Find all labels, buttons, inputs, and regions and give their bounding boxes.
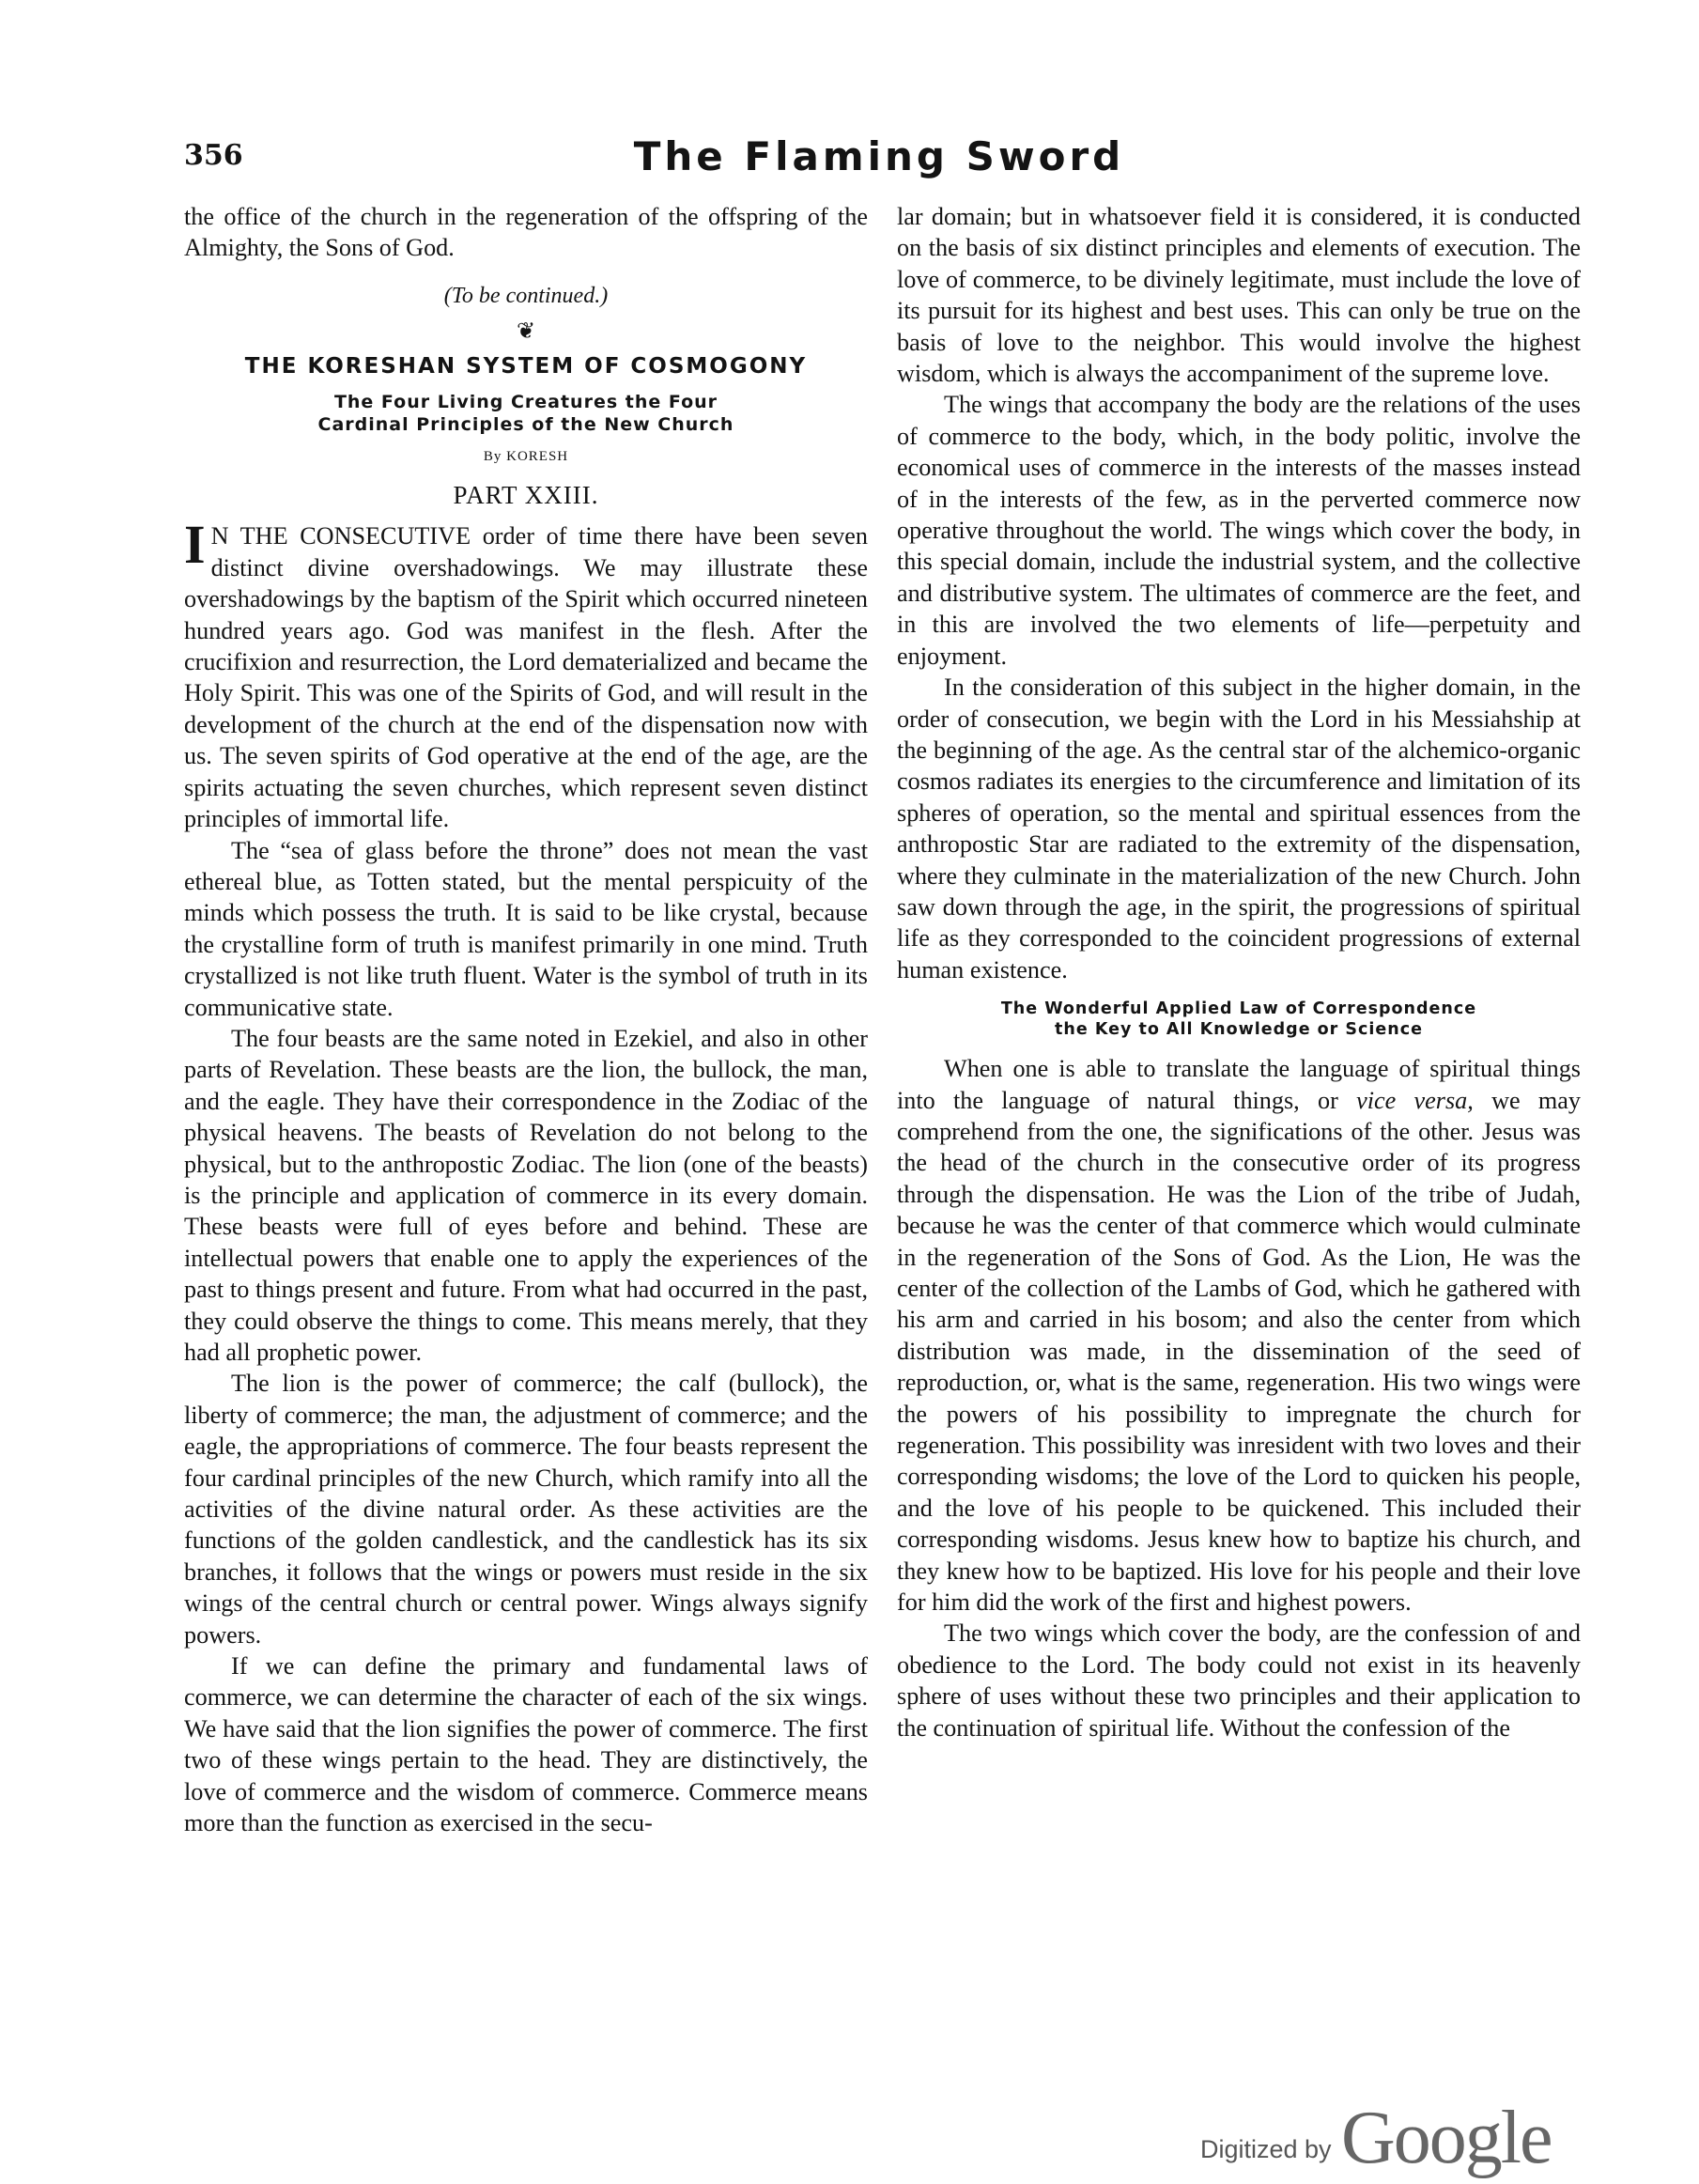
carryover-paragraph: the office of the church in the regeneration of the offspring of the Almighty, the Sons of God.	[184, 203, 868, 262]
paragraph-text: When one is able to translate the language of spiritual things into the language of natural things, or	[897, 1055, 1581, 1114]
paragraph: In the consideration of this subject in the higher domain, in the order of consecution, we begin with the Lord in his Messiahship at the beginning of the age. As the central star of the alchemico-organic cosmos radiates its energies to the circumference and limitation of its spheres of operation, so the mental and spiritual essences from the anthropostic Star are radiated to the extremity of the dispensation, where they culminate in the materialization of the new Church. John saw down through the age, in the spirit, the progressions of spiritual life as they corresponded to the coincident progressions of external human existence.	[897, 674, 1581, 984]
paragraph: lar domain; but in whatsoever field it is considered, it is conducted on the basis of six distinct principles and elements of execution. The love of commerce, to be divinely legitimate, must include the love of its pursuit for its highest and best uses. This can only be true on the basis of love to the neighbor. This would involve the highest wisdom, which is always the accompaniment of the supreme love.	[897, 203, 1581, 388]
google-logo: Google	[1341, 2097, 1552, 2179]
page-header	[184, 133, 1574, 190]
right-column	[897, 201, 1581, 1743]
continued-note: (To be continued.)	[443, 283, 609, 308]
left-column	[184, 201, 868, 1839]
journal-title: The Flaming Sword	[633, 133, 1125, 179]
paragraph: The wings that accompany the body are the relations of the uses of commerce to the body, which, in the body politic, involve the economical uses of commerce in the interests of the masses instead of in the interests of the few, as in the perverted commerce now operative throughout the world. The wings which cover the body, in this special domain, include the industrial system, and the collective and distributive system. The ultimates of commerce are the feet, and in this are involved the two elements of life—perpetuity and enjoyment.	[897, 391, 1581, 670]
article-title: THE KORESHAN SYSTEM OF COSMOGONY	[244, 354, 808, 379]
part-heading: PART XXIII.	[453, 481, 599, 510]
drop-cap: I	[184, 514, 206, 576]
paragraph	[897, 1053, 1581, 1618]
paragraph-text: N THE CONSECUTIVE order of time there have been seven distinct divine overshadowings. We may illustrate these overshadowings by the baptism of the Spirit which occurred nineteen hundred years ago. God was manifest in the flesh. After the crucifixion and resurrection, the Lord dematerialized and became the Holy Spirit. This was one of the Spirits of God, and will result in the development of the church at the end of the dispensation now with us. The seven spirits of God operative at the end of the age, are the spirits actuating the seven churches, which represent seven distinct principles of immortal life.	[184, 522, 868, 833]
ornament-icon: ❦	[516, 319, 536, 345]
article-subtitle-line: Cardinal Principles of the New Church	[317, 413, 734, 435]
paragraph: The lion is the power of commerce; the calf (bullock), the liberty of commerce; the man, the adjustment of commerce; and the eagle, the appropriations of commerce. The four beasts represent the four cardinal principles of the new Church, which ramify into all the activities of the divine natural order. As these activities are the functions of the golden candlestick, and the candlestick has its six branches, it follows that the wings or powers must reside in the six wings of the central church or central power. Wings always signify powers.	[184, 1370, 868, 1649]
section-heading-line: The Wonderful Applied Law of Correspondence	[1000, 999, 1477, 1019]
paragraph-text: we may comprehend from the one, the significations of the other. Jesus was the head of the church in the consecutive order of its progress through the dispensation. He was the Lion of the tribe of Judah, because he was the center of that commerce which would culminate in the regeneration of the Sons of God. As the Lion, He was the center of the collection of the Lambs of God, which he gathered with his arm and carried in his bosom; and also the center from which distribution was made, in the dissemination of the seed of reproduction, or, what is the same, regeneration. His two wings were the powers of his possibility to impregnate the church for regeneration. This possibility was inresident with two loves and their corresponding wisdoms; the love of the Lord to quicken his people, and the love of his people to be quickened. This included their corresponding wisdoms. Jesus knew how to baptize his church, and they knew how to be baptized. His love for his people and their love for him did the work of the first and highest powers.	[897, 1086, 1581, 1617]
section-heading-line: the Key to All Knowledge or Science	[1055, 1020, 1423, 1040]
italic-phrase: vice versa,	[1356, 1086, 1474, 1114]
paragraph: The two wings which cover the body, are the confession of and obedience to the Lord. The body could not exist in its heavenly sphere of uses without these two principles and their application to the continuation of spiritual life. Without the confession of the	[897, 1619, 1581, 1742]
section-heading	[897, 999, 1581, 1040]
watermark-text: Digitized by	[1200, 2135, 1332, 2163]
paragraph: The four beasts are the same noted in Ezekiel, and also in other parts of Revelation. These beasts are the lion, the bullock, the man, and the eagle. They have their correspondence in the Zodiac of the physical heavens. The beasts of Revelation do not belong to the physical, but to the anthropostic Zodiac. The lion (one of the beasts) is the principle and application of commerce in its every domain. These beasts were full of eyes before and behind. These are intellectual powers that enable one to apply the experiences of the past to things present and future. From what had occurred in the past, they could observe the things to come. This means merely, that they had all prophetic power.	[184, 1024, 868, 1366]
paragraph	[184, 514, 868, 834]
article-subtitle-line: The Four Living Creatures the Four	[333, 391, 718, 412]
digitized-watermark	[1200, 2097, 1595, 2179]
paragraph: The “sea of glass before the throne” does not mean the vast ethereal blue, as Totten stated, but the mental perspicuity of the minds which possess the truth. It is said to be like crystal, because the crystalline form of truth is manifest primarily in one mind. Truth crystallized is not like truth fluent. Water is the symbol of truth in its communicative state.	[184, 836, 868, 1021]
paragraph: If we can define the primary and fundamental laws of commerce, we can determine the character of each of the six wings. We have said that the lion signifies the power of commerce. The first two of these wings pertain to the head. They are distinctively, the love of commerce and the wisdom of commerce. Commerce means more than the function as exercised in the secu-	[184, 1652, 868, 1837]
article-subtitle	[184, 391, 868, 436]
page-number: 356	[184, 139, 243, 172]
byline: By KORESH	[483, 448, 569, 464]
